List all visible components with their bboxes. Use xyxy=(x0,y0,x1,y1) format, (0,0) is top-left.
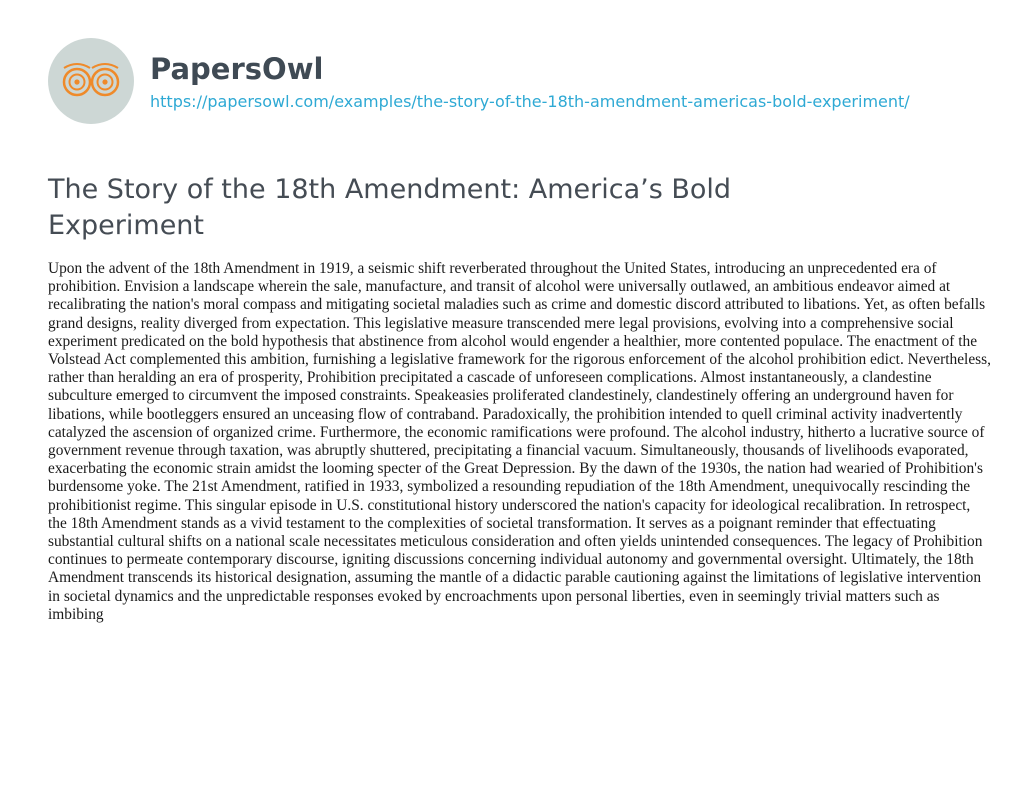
site-header xyxy=(48,38,910,124)
article-title: The Story of the 18th Amendment: America’s Bold Experiment xyxy=(48,174,732,241)
brand-block xyxy=(150,52,910,111)
article-body: Upon the advent of the 18th Amendment in 1919, a seismic shift reverberated throughout the United States, introducing an unprecedented era of prohibition. Envision a landscape wherein the sale, manufacture, and transit of alcohol were universally outlawed, an ambitious endeavor aimed at recalibrating the nation's moral compass and mitigating societal maladies such as crime and domestic discord attributed to libations. Yet, as often befalls grand designs, reality diverged from expectation. This legislative measure transcended mere legal provisions, evolving into a comprehensive social experiment predicated on the bold hypothesis that abstinence from alcohol would engender a healthier, more contented populace. The enactment of the Volstead Act complemented this ambition, furnishing a legislative framework for the rigorous enforcement of the alcohol prohibition edict. Nevertheless, rather than heralding an era of prosperity, Prohibition precipitated a cascade of unforeseen complications. Almost instantaneously, a clandestine subculture emerged to circumvent the imposed constraints. Speakeasies proliferated clandestinely, clandestinely offering an underground haven for libations, while bootleggers ensured an unceasing flow of contraband. Paradoxically, the prohibition intended to quell criminal activity inadvertently catalyzed the ascension of organized crime. Furthermore, the economic ramifications were profound. The alcohol industry, hitherto a lucrative source of government revenue through taxation, was abruptly shuttered, precipitating a financial vacuum. Simultaneously, thousands of livelihoods evaporated, exacerbating the economic strain amidst the looming specter of the Great Depression. By the dawn of the 1930s, the nation had wearied of Prohibition's burdensome yoke. The 21st Amendment, ratified in 1933, symbolized a resounding repudiation of the 18th Amendment, unequivocally rescinding the prohibitionist regime. This singular episode in U.S. constitutional history underscored the nation's capacity for ideological recalibration. In retrospect, the 18th Amendment stands as a vivid testament to the complexities of societal transformation. It serves as a poignant reminder that effectuating substantial cultural shifts on a national scale necessitates meticulous consideration and often yields unintended consequences. The legacy of Prohibition continues to permeate contemporary discourse, igniting discussions concerning individual autonomy and governmental oversight. Ultimately, the 18th Amendment transcends its historical designation, assuming the mantle of a didactic parable cautioning against the limitations of legislative intervention in societal dynamics and the unpredictable responses evoked by encroachments upon personal liberties, even in seemingly trivial matters such as imbibing xyxy=(48,260,991,623)
article-url-link[interactable]: https://papersowl.com/examples/the-story-of-the-18th-amendment-americas-bold-experiment/ xyxy=(150,91,910,111)
site-brand[interactable]: PapersOwl xyxy=(150,51,324,86)
owl-eyes-icon[interactable] xyxy=(48,38,134,124)
owl-eyes-svg xyxy=(48,38,134,124)
